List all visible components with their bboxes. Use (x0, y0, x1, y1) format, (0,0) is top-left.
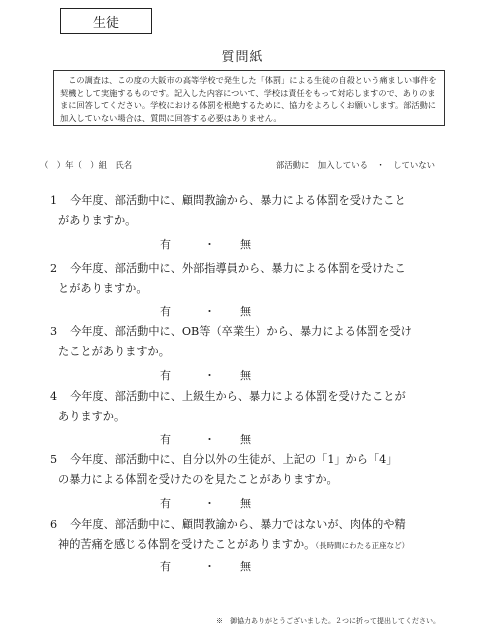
question-text-line2: ありますか。 (58, 410, 126, 423)
footnote: ※ 御協力ありがとうございました。２つに折って提出してください。 (216, 617, 440, 625)
answer-yes[interactable]: 有 (160, 305, 171, 318)
answer-yes[interactable]: 有 (160, 560, 171, 573)
answer-no[interactable]: 無 (240, 497, 251, 510)
answer-separator: ・ (204, 497, 215, 510)
question-text-line1: 今年度、部活動中に、自分以外の生徒が、上記の「1」から「4」 (70, 453, 398, 466)
answer-no[interactable]: 無 (240, 238, 251, 251)
role-label-box (60, 8, 152, 34)
question-text-line2: 神的苦痛を感じる体罰を受けたことがありますか。 (58, 538, 316, 551)
question-text-line1: 今年度、部活動中に、外部指導員から、暴力による体罰を受けたこ (70, 262, 406, 275)
question-number: 4 (50, 390, 58, 403)
notice-text: この調査は、この度の大阪市の高等学校で発生した「体罰」による生徒の自殺という痛ましい事件を契機として実施するものです。記入した内容について、学校は責任をもって対応しますので、ありのままに回答してください。学校における体罰を根絶するために、協力をよろしくお願いします。部活動に加入していない場合は、質問に回答する必要はありません。 (60, 75, 437, 123)
answer-yes[interactable]: 有 (160, 369, 171, 382)
answer-no[interactable]: 無 (240, 560, 251, 573)
answer-yes[interactable]: 有 (160, 433, 171, 446)
answer-yes[interactable]: 有 (160, 497, 171, 510)
answer-choice-5 (160, 495, 290, 511)
question-note: （長時間にわたる正座など） (315, 541, 410, 550)
question-text-line2: たことがありますか。 (58, 345, 170, 358)
question-6 (50, 515, 440, 556)
answer-choice-1 (160, 236, 290, 252)
question-4 (50, 387, 440, 427)
answer-no[interactable]: 無 (240, 369, 251, 382)
question-text-line2: がありますか。 (58, 214, 137, 227)
fill-in-row (40, 159, 435, 173)
answer-separator: ・ (204, 560, 215, 573)
question-5 (50, 450, 440, 490)
answer-choice-3 (160, 367, 290, 383)
question-number: 1 (50, 194, 58, 207)
answer-separator: ・ (204, 369, 215, 382)
question-text-line2: の暴力による体罰を受けたのを見たことがありますか。 (58, 473, 338, 486)
question-1 (50, 191, 440, 231)
question-text-line2: とがありますか。 (58, 282, 148, 295)
answer-separator: ・ (204, 433, 215, 446)
answer-separator: ・ (204, 305, 215, 318)
answer-no[interactable]: 無 (240, 305, 251, 318)
answer-choice-4 (160, 431, 290, 447)
question-text-line1: 今年度、部活動中に、OB等（卒業生）から、暴力による体罰を受け (70, 325, 412, 338)
page-title: 質問紙 (221, 50, 264, 65)
question-number: 3 (50, 325, 58, 338)
club-status-field[interactable]: 部活動に 加入している ・ していない (275, 160, 435, 170)
answer-no[interactable]: 無 (240, 433, 251, 446)
notice-box (53, 70, 445, 126)
answer-separator: ・ (204, 238, 215, 251)
question-number: 2 (50, 262, 58, 275)
question-2 (50, 259, 440, 299)
role-label: 生徒 (92, 15, 119, 31)
question-text-line1: 今年度、部活動中に、上級生から、暴力による体罰を受けたことが (70, 390, 406, 403)
question-3 (50, 322, 440, 362)
question-text-line1: 今年度、部活動中に、顧問教諭から、暴力ではないが、肉体的や精 (70, 518, 406, 531)
answer-yes[interactable]: 有 (160, 238, 171, 251)
answer-choice-6 (160, 558, 290, 574)
question-number: 5 (50, 453, 58, 466)
class-name-field[interactable]: （ ）年（ ）組 氏名 (40, 160, 133, 170)
answer-choice-2 (160, 303, 290, 319)
question-text-line1: 今年度、部活動中に、顧問教諭から、暴力による体罰を受けたこと (70, 194, 406, 207)
question-number: 6 (50, 518, 58, 531)
